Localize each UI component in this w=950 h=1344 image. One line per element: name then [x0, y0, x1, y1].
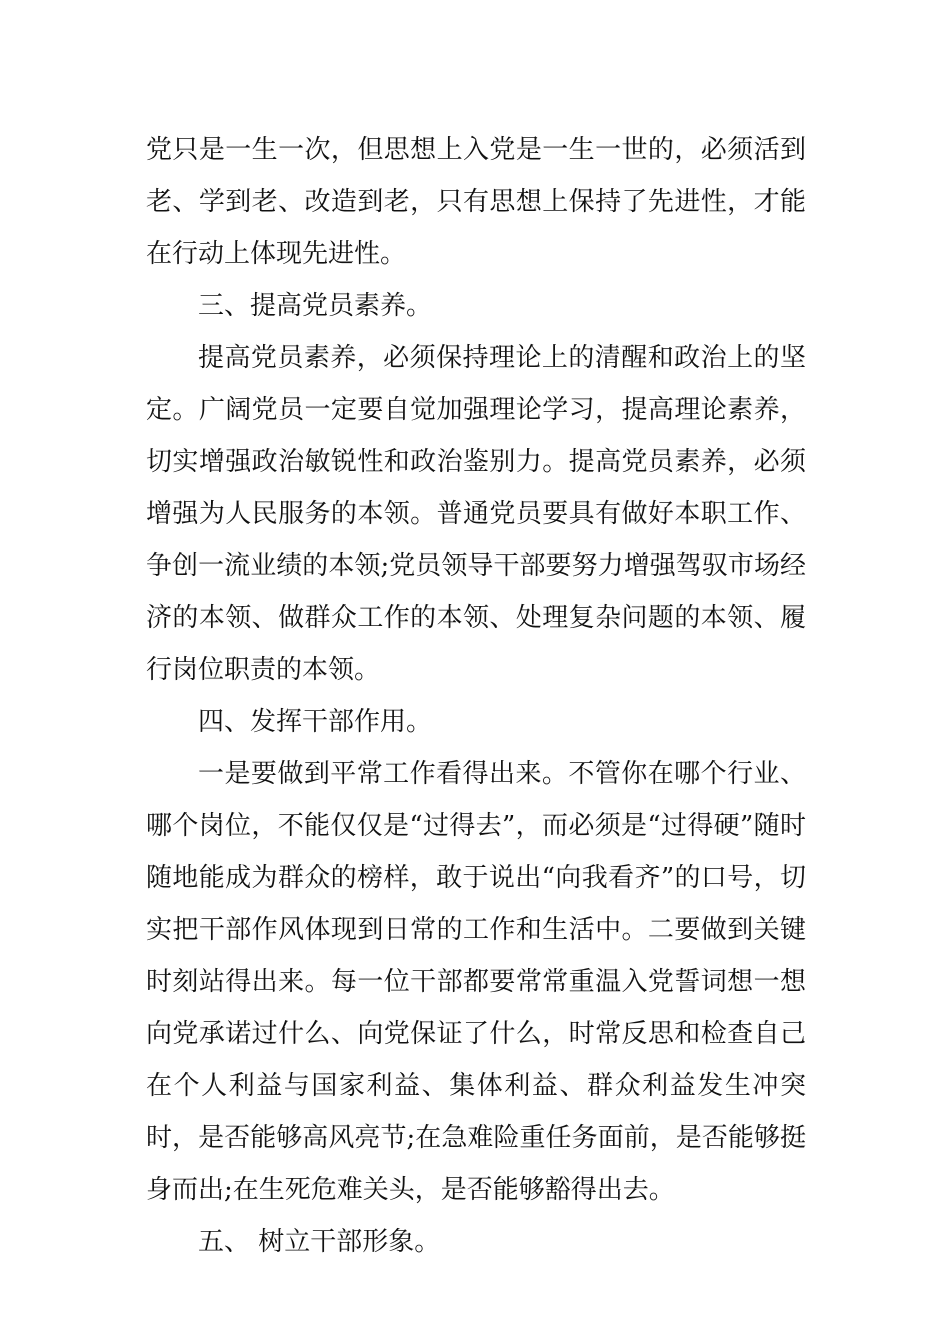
document-body: [146, 124, 806, 1268]
paragraph-cadre-role: 一是要做到平常工作看得出来。不管你在哪个行业、哪个岗位，不能仅仅是“过得去”，而必须是“过得硬”随时随地能成为群众的榜样，敢于说出“向我看齐”的口号，切实把干部作风体现到日常的工作和生活中。二要做到关键时刻站得出来。每一位干部都要常常重温入党誓词想一想向党承诺过什么、向党保证了什么，时常反思和检查自己在个人利益与国家利益、集体利益、群众利益发生冲突时，是否能够高风亮节;在急难险重任务面前，是否能够挺身而出;在生死危难关头，是否能够豁得出去。: [146, 759, 806, 1205]
paragraph-continuation: 党只是一生一次，但思想上入党是一生一世的，必须活到老、学到老、改造到老，只有思想上保持了先进性，才能在行动上体现先进性。: [146, 135, 806, 269]
section-heading-3: 三、提高党员素养。: [198, 291, 433, 321]
section-heading-5: 五、 树立干部形象。: [198, 1227, 441, 1257]
section-heading-4: 四、发挥干部作用。: [198, 707, 433, 737]
paragraph-party-quality: 提高党员素养，必须保持理论上的清醒和政治上的坚定。广阔党员一定要自觉加强理论学习，提高理论素养，切实增强政治敏锐性和政治鉴别力。提高党员素养，必须增强为人民服务的本领。普通党员要具有做好本职工作、争创一流业绩的本领;党员领导干部要努力增强驾驭市场经济的本领、做群众工作的本领、处理复杂问题的本领、履行岗位职责的本领。: [146, 343, 806, 685]
